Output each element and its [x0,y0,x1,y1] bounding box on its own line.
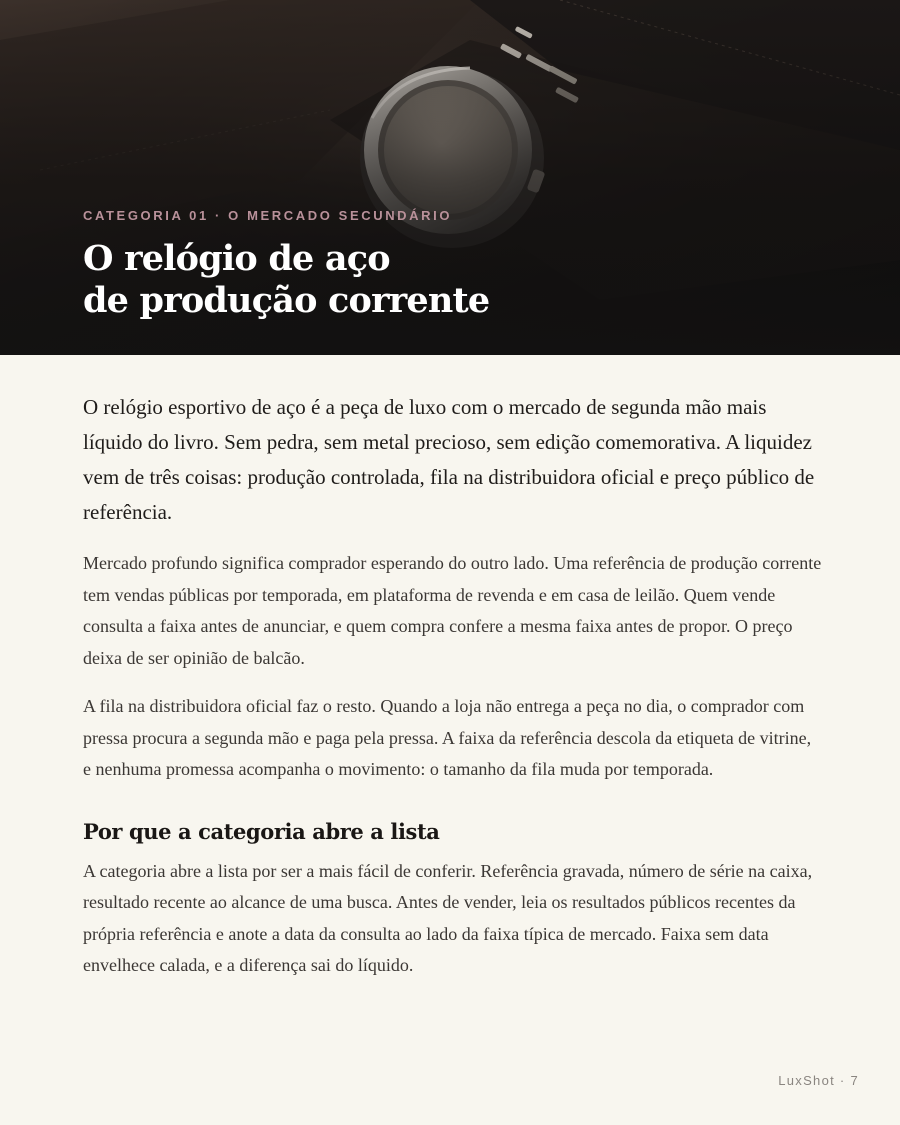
section-heading: Por que a categoria abre a lista [83,818,440,844]
page-footer: LuxShot · 7 [778,1073,859,1088]
page-title [83,238,489,322]
body-paragraph-1: Mercado profundo significa comprador esperando do outro lado. Uma referência de produção corrente tem vendas públicas por temporada, em plataforma de revenda e em casa de leilão. Quem vende consulta a faixa antes de anunciar, e quem compra confere a mesma faixa antes de propor. O preço deixa de ser opinião de balcão. [83,553,822,668]
article-body [83,390,823,999]
title-line-2: de produção corrente [83,280,490,321]
lead-paragraph: O relógio esportivo de aço é a peça de luxo com o mercado de segunda mão mais líquido do livro. Sem pedra, sem metal precioso, sem edição comemorativa. A liquidez vem de três coisas: produção controlada, fila na distribuidora oficial e preço público de referência. [83,395,815,524]
hero-banner [0,0,900,355]
title-line-1: O relógio de aço [83,238,390,279]
body-paragraph-3: A categoria abre a lista por ser a mais fácil de conferir. Referência gravada, número de série na caixa, resultado recente ao alcance de uma busca. Antes de vender, leia os resultados públicos recentes da própria referência e anote a data da consulta ao lado da faixa típica de mercado. Faixa sem data envelhece calada, e a diferença sai do líquido. [83,860,813,975]
body-paragraph-2: A fila na distribuidora oficial faz o resto. Quando a loja não entrega a peça no dia, o comprador com pressa procura a segunda mão e paga pela pressa. A faixa da referência descola da etiqueta de vitrine, e nenhuma promessa acompanha o movimento: o tamanho da fila muda por temporada. [83,696,812,779]
category-kicker: CATEGORIA 01 · O MERCADO SECUNDÁRIO [83,208,453,223]
